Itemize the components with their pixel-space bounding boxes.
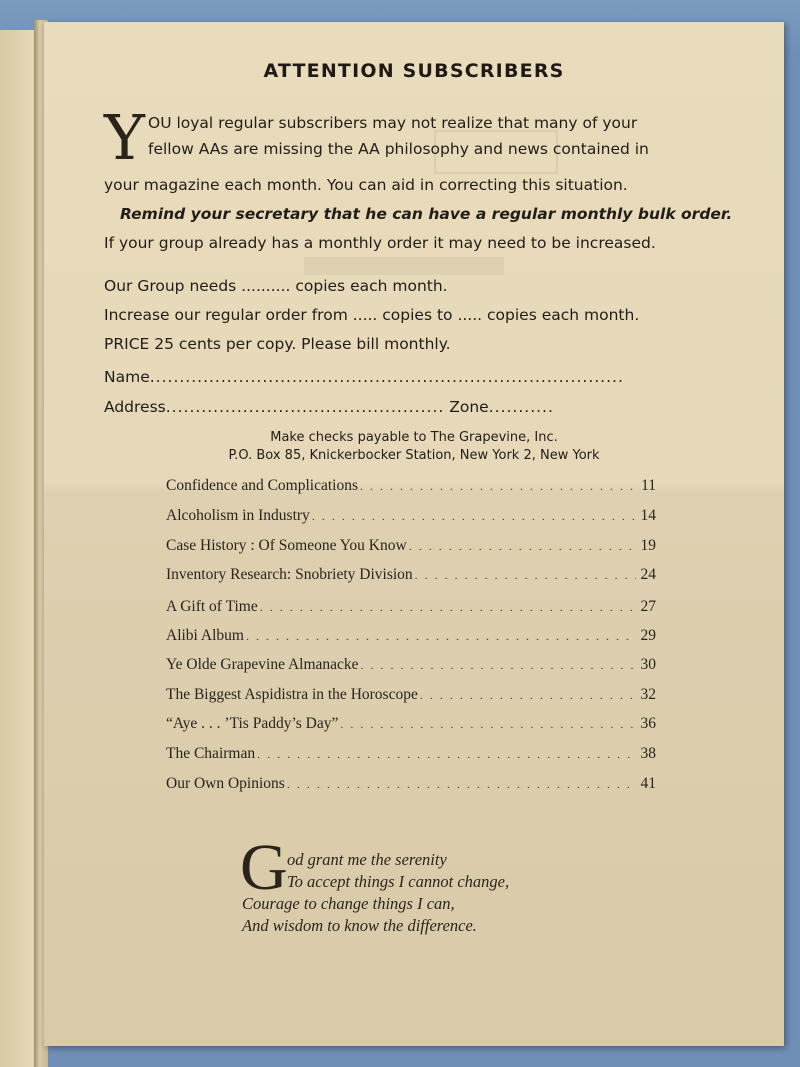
- toc-entry: [166, 507, 656, 529]
- address-field: [104, 398, 684, 416]
- toc-entry-title: Our Own Opinions: [166, 775, 285, 792]
- name-field: [104, 368, 624, 386]
- toc-leader-dots: [340, 717, 636, 732]
- toc-entry-title: “Aye . . . ’Tis Paddy’s Day”: [166, 715, 339, 732]
- name-label: Name: [104, 368, 150, 386]
- toc-leader-dots: [420, 688, 636, 703]
- toc-entry-page: 24: [640, 566, 656, 583]
- toc-leader-dots: [360, 479, 636, 494]
- toc-entry-page: 30: [640, 656, 656, 673]
- toc-entry-title: The Biggest Aspidistra in the Horoscope: [166, 686, 418, 703]
- increase-note: If your group already has a monthly order it may need to be increased.: [104, 234, 656, 252]
- paragraph-line-2: fellow AAs are missing the AA philosophy and news contained in: [148, 140, 649, 158]
- toc-entry: [166, 775, 656, 797]
- toc-entry-page: 38: [640, 745, 656, 762]
- group-needs-line: Our Group needs .......... copies each month.: [104, 277, 448, 295]
- toc-entry-page: 19: [640, 537, 656, 554]
- remind-secretary: Remind your secretary that he can have a regular monthly bulk order.: [120, 205, 733, 223]
- prayer-line-2: To accept things I cannot change,: [287, 872, 510, 891]
- toc-entry-title: Alibi Album: [166, 627, 244, 644]
- price-line: PRICE 25 cents per copy. Please bill monthly.: [104, 335, 451, 353]
- toc-entry-title: Case History : Of Someone You Know: [166, 537, 407, 554]
- toc-entry: [166, 715, 656, 737]
- paragraph-line-1: OU loyal regular subscribers may not realize that many of your: [148, 114, 638, 132]
- toc-entry-title: Ye Olde Grapevine Almanacke: [166, 656, 359, 673]
- toc-entry-title: Alcoholism in Industry: [166, 507, 310, 524]
- toc-entry: [166, 656, 656, 678]
- prayer-line-1: od grant me the serenity: [287, 850, 447, 869]
- prayer-line-4: And wisdom to know the difference.: [242, 916, 477, 935]
- toc-entry: [166, 745, 656, 767]
- toc-entry-page: 11: [641, 477, 656, 494]
- checks-payable: Make checks payable to The Grapevine, Inc.: [270, 430, 558, 445]
- toc-entry-title: Inventory Research: Snobriety Division: [166, 566, 413, 583]
- magazine-page: [44, 22, 784, 1046]
- zone-label: Zone: [449, 398, 489, 416]
- toc-leader-dots: [260, 600, 636, 615]
- toc-entry-page: 41: [640, 775, 656, 792]
- toc-entry: [166, 598, 656, 620]
- zone-dots: ...........: [488, 398, 554, 416]
- drop-cap-y: Y: [104, 101, 145, 174]
- toc-entry-title: Confidence and Complications: [166, 477, 358, 494]
- toc-leader-dots: [312, 509, 636, 524]
- increase-order-line: Increase our regular order from ..... copies to ..... copies each month.: [104, 306, 640, 324]
- toc-entry: [166, 627, 656, 649]
- drop-cap-g: G: [240, 831, 288, 904]
- toc-entry-title: The Chairman: [166, 745, 256, 762]
- toc-entry-page: 32: [640, 686, 656, 703]
- toc-entry-title: A Gift of Time: [166, 598, 258, 615]
- show-through-mark: [304, 257, 504, 275]
- toc-leader-dots: [361, 658, 636, 673]
- toc-leader-dots: [246, 629, 636, 644]
- address-label: Address: [104, 398, 166, 416]
- toc-entry-page: 36: [640, 715, 656, 732]
- toc-entry-page: 27: [640, 598, 656, 615]
- toc-entry: [166, 537, 656, 559]
- toc-leader-dots: [409, 539, 636, 554]
- attention-heading: ATTENTION SUBSCRIBERS: [263, 60, 565, 82]
- toc-entry: [166, 686, 656, 708]
- paragraph-line-3: your magazine each month. You can aid in correcting this situation.: [104, 176, 628, 194]
- toc-leader-dots: [415, 568, 636, 583]
- po-box-address: P.O. Box 85, Knickerbocker Station, New York 2, New York: [228, 448, 600, 463]
- toc-leader-dots: [257, 747, 636, 762]
- toc-leader-dots: [287, 777, 636, 792]
- address-dots: ...............................................: [165, 398, 445, 416]
- name-dots: ................................................................................: [149, 368, 624, 386]
- toc-entry: [166, 477, 656, 499]
- toc-entry-page: 29: [640, 627, 656, 644]
- prayer-line-3: Courage to change things I can,: [242, 894, 455, 913]
- toc-entry-page: 14: [640, 507, 656, 524]
- toc-entry: [166, 566, 656, 588]
